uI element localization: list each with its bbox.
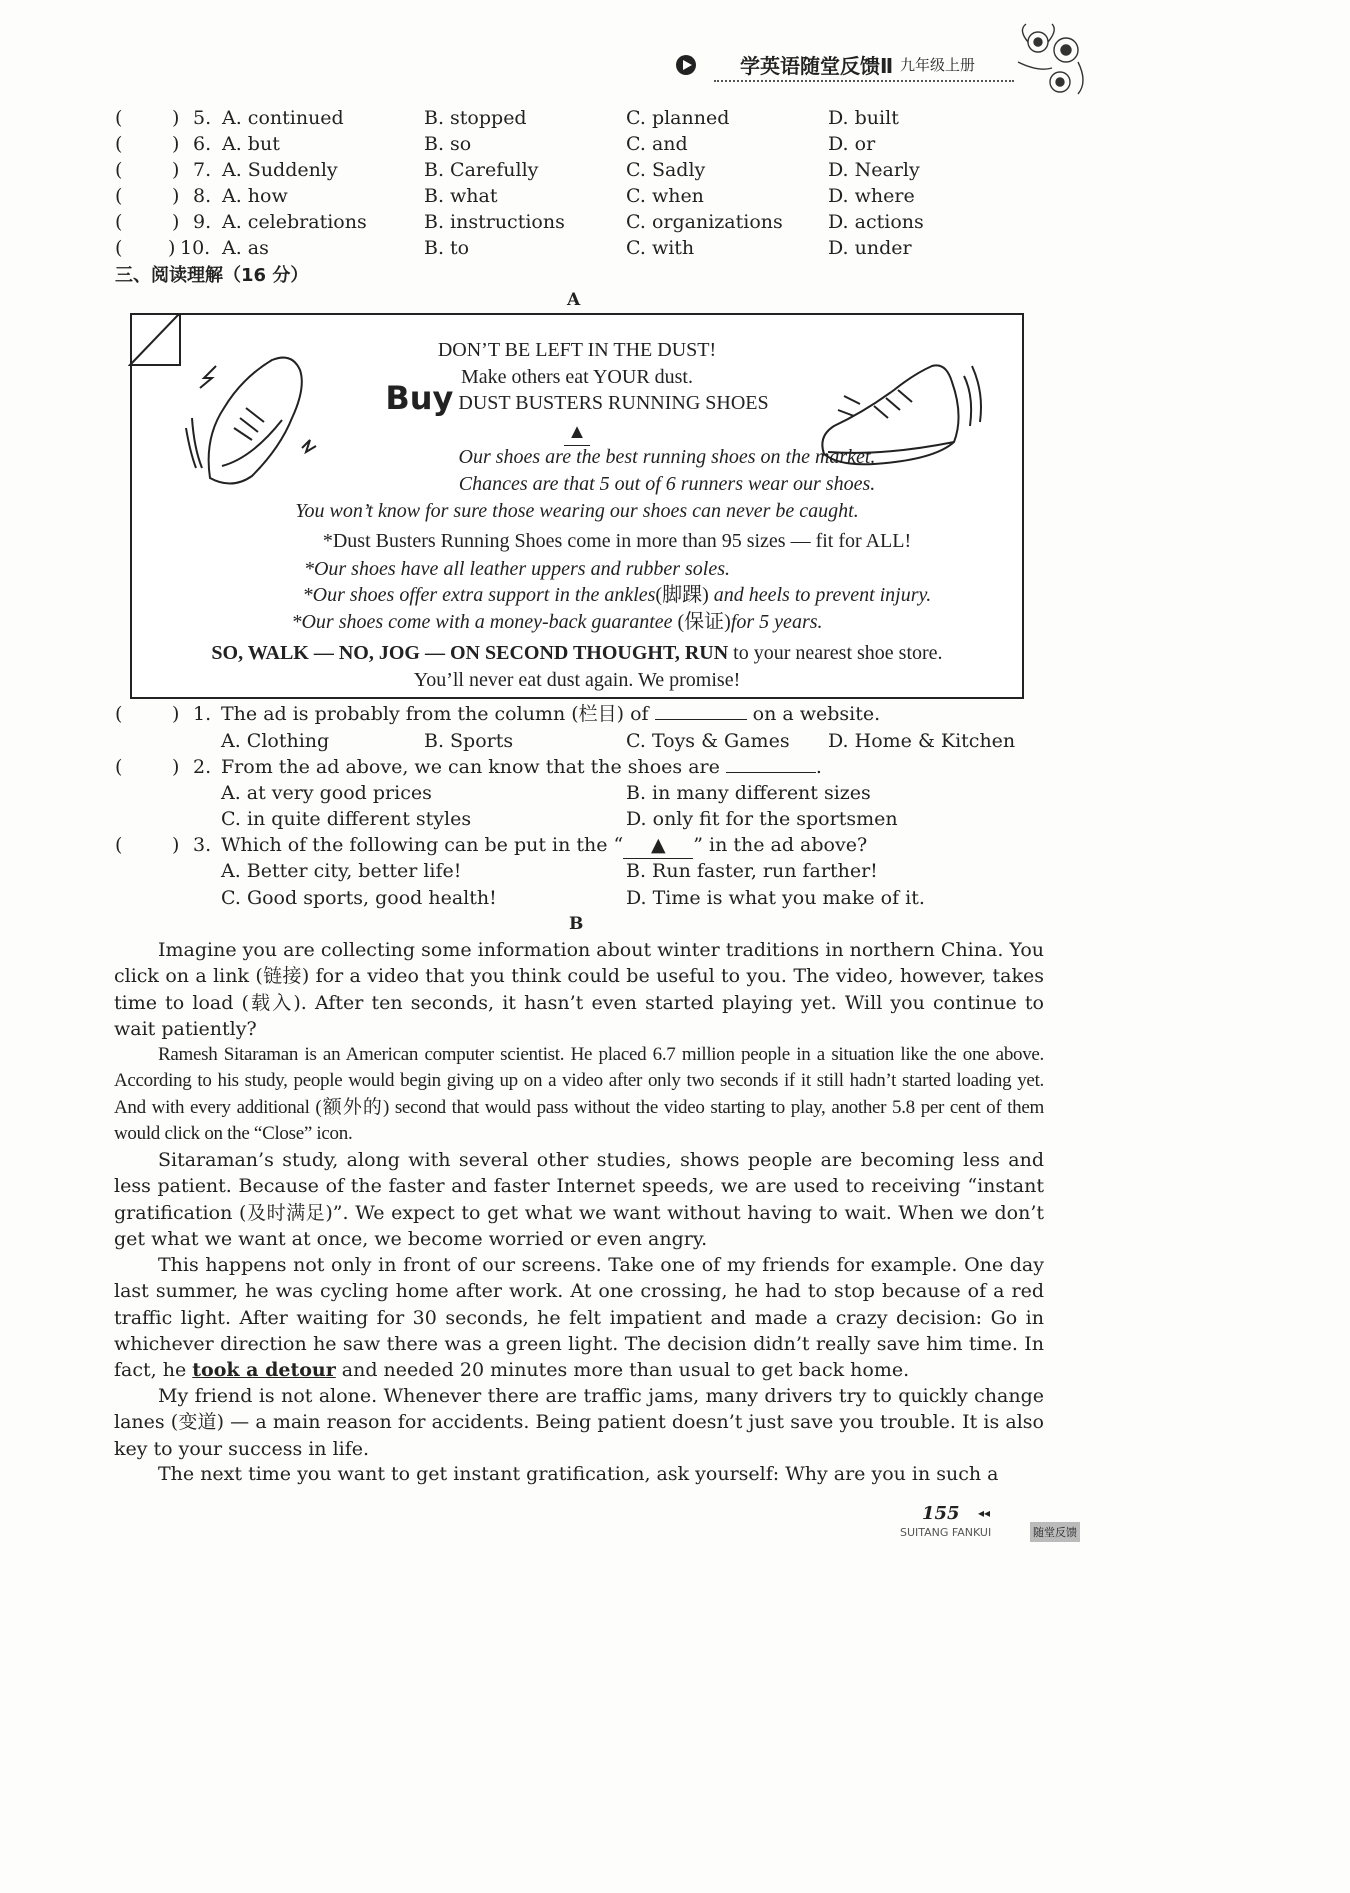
answer-paren-open: ( [115,834,123,856]
answer-paren-close: ) [172,159,180,181]
passage-paragraph-2: Ramesh Sitaraman is an American computer scientist. He placed 6.7 million people in a situation like the one above. According to his study, people would begin giving up on a video after only two seconds if it still hadn’t started loading yet. And with every additional (额外的) second that would pass without the video starting to play, another 5.8 per cent of them would click on the “Close” icon. [114,1044,1044,1144]
play-icon [676,55,696,75]
ad-promise: You’ll never eat dust again. We promise! [413,669,741,691]
option-a: A. Clothing [221,730,330,752]
answer-paren-close: ) [172,107,180,129]
option-a: A. but [222,133,280,155]
option-c: C. Toys & Games [626,730,790,752]
option-a: A. continued [222,107,344,129]
question-number: 9. [193,211,212,233]
option-d: D. Nearly [828,159,920,181]
underlined-phrase: took a detour [192,1359,336,1382]
option-d: D. built [828,107,899,129]
option-d: D. Time is what you make of it. [626,887,925,909]
header-divider [714,80,1014,82]
passage-paragraph-3: Sitaraman’s study, along with several other studies, shows people are becoming less and less patient. Because of the faster and faster Internet speeds, we are used to receiving “instant gratification (及时满足)”. We expect to get what we want without having to wait. When we don’t get what we want at once, we become worried or even angry. [114,1149,1044,1250]
ad-claim-3: You won’t know for sure those wearing our shoes can never be caught. [295,500,859,522]
question-number: 2. [193,756,212,778]
ad-claim-1: Our shoes are the best running shoes on the market. [458,446,876,468]
option-a: A. celebrations [222,211,367,233]
option-d: D. or [828,133,876,155]
answer-paren-open: ( [115,703,123,725]
option-c: C. Sadly [626,159,706,181]
ad-claim-2: Chances are that 5 out of 6 runners wear our shoes. [458,473,876,495]
passage-paragraph-1: Imagine you are collecting some information about winter traditions in northern China. You click on a link (链接) for a video that you think could be useful to you. The video, however, takes time to load (载入). After ten seconds, it hasn’t even started playing yet. Will you continue to wait patiently? [114,939,1044,1040]
footer-brand: SUITANG FANKUI [900,1526,992,1539]
option-b: B. Run faster, run farther! [626,860,878,882]
question-stem: From the ad above, we can know that the shoes are . [221,756,822,778]
option-c: C. planned [626,107,730,129]
option-a: A. at very good prices [221,782,432,804]
folded-corner-icon [128,313,184,369]
answer-paren-close: ) [172,133,180,155]
answer-paren-close: ) [172,211,180,233]
running-shoe-right-icon [814,356,990,476]
ad-subhead: Make others eat YOUR dust. [461,366,693,388]
running-shoe-left-icon [182,348,322,498]
option-b: B. instructions [424,211,565,233]
ad-buy-word: Buy [385,379,454,417]
option-a: A. as [222,237,269,259]
option-c: C. organizations [626,211,783,233]
question-number: 5. [193,107,212,129]
answer-paren-open: ( [115,133,123,155]
ad-feature-support: *Our shoes offer extra support in the ankles(脚踝) and heels to prevent injury. [302,584,932,606]
answer-paren-open: ( [115,211,123,233]
question-number: 8. [193,185,212,207]
footer-tag: 随堂反馈 [1030,1522,1080,1542]
answer-paren-open: ( [115,185,123,207]
option-a: A. Better city, better life! [221,860,462,882]
slogan-blank: ▲ [623,832,693,859]
option-d: D. where [828,185,915,207]
ad-call-to-action: SO, WALK — NO, JOG — ON SECOND THOUGHT, RUN to your nearest shoe store. [211,642,943,664]
ad-headline: DON’T BE LEFT IN THE DUST! [437,339,717,361]
answer-paren-open: ( [115,237,123,259]
arrows-icon: ◂◂ [978,1506,991,1520]
option-b: B. in many different sizes [626,782,871,804]
section-heading: 三、阅读理解（16 分） [115,265,309,286]
question-stem: The ad is probably from the column (栏目) of on a website. [221,703,881,725]
option-d: D. actions [828,211,924,233]
ad-slogan-blank: ▲ [132,419,1022,446]
answer-paren-close: ) [172,185,180,207]
option-a: A. Suddenly [222,159,338,181]
ad-feature-guarantee: *Our shoes come with a money-back guarantee (保证)for 5 years. [291,611,823,633]
question-number: 1. [193,703,212,725]
ad-feature-leather: *Our shoes have all leather uppers and rubber soles. [303,558,731,580]
answer-paren-close: ) [168,237,176,259]
book-title: 学英语随堂反馈Ⅱ [740,54,894,78]
passage-a-label: A [567,290,581,310]
ad-product-name: DUST BUSTERS RUNNING SHOES [458,392,769,414]
option-b: B. stopped [424,107,527,129]
option-b: B. Sports [424,730,514,752]
answer-paren-open: ( [115,756,123,778]
question-stem: Which of the following can be put in the “ ▲ ” in the ad above? [221,832,867,859]
answer-blank [726,772,816,773]
passage-paragraph-4: This happens not only in front of our screens. Take one of my friends for example. One day last summer, he was cycling home after work. At one crossing, he had to stop because of a red traffic light. After waiting for 30 seconds, he felt impatient and made a crazy decision: Go in whichever direction he saw there was a green light. The decision didn’t really save him time. In fact, he took a detour and needed 20 minutes more than usual to get back home. [114,1254,1044,1382]
answer-blank [655,719,747,720]
answer-paren-close: ) [172,834,180,856]
option-c: C. with [626,237,695,259]
answer-paren-open: ( [115,159,123,181]
option-d: D. Home & Kitchen [828,730,1016,752]
option-c: C. when [626,185,704,207]
answer-paren-close: ) [172,703,180,725]
question-number: 6. [193,133,212,155]
option-c: C. Good sports, good health! [221,887,497,909]
option-c: C. in quite different styles [221,808,472,830]
option-c: C. and [626,133,688,155]
decorative-flowers-icon [1008,12,1092,102]
passage-paragraph-5: My friend is not alone. Whenever there are traffic jams, many drivers try to quickly change lanes (变道) — a main reason for accidents. Being patient doesn’t just save you trouble. It is also key to your success in life. [114,1385,1044,1460]
ad-feature-sizes: *Dust Busters Running Shoes come in more than 95 sizes — fit for ALL! [322,530,912,552]
question-number: 10. [180,237,211,259]
passage-paragraph-6: The next time you want to get instant gratification, ask yourself: Why are you in such a [158,1463,999,1485]
option-b: B. to [424,237,470,259]
option-d: D. under [828,237,912,259]
answer-paren-close: ) [172,756,180,778]
answer-paren-open: ( [115,107,123,129]
option-a: A. how [222,185,288,207]
question-number: 7. [193,159,212,181]
option-b: B. Carefully [424,159,539,181]
grade-label: 九年级上册 [900,56,976,74]
page-number: 155 [922,1503,960,1524]
question-number: 3. [193,834,212,856]
option-b: B. what [424,185,498,207]
option-b: B. so [424,133,472,155]
passage-b-label: B [569,914,584,934]
option-d: D. only fit for the sportsmen [626,808,898,830]
